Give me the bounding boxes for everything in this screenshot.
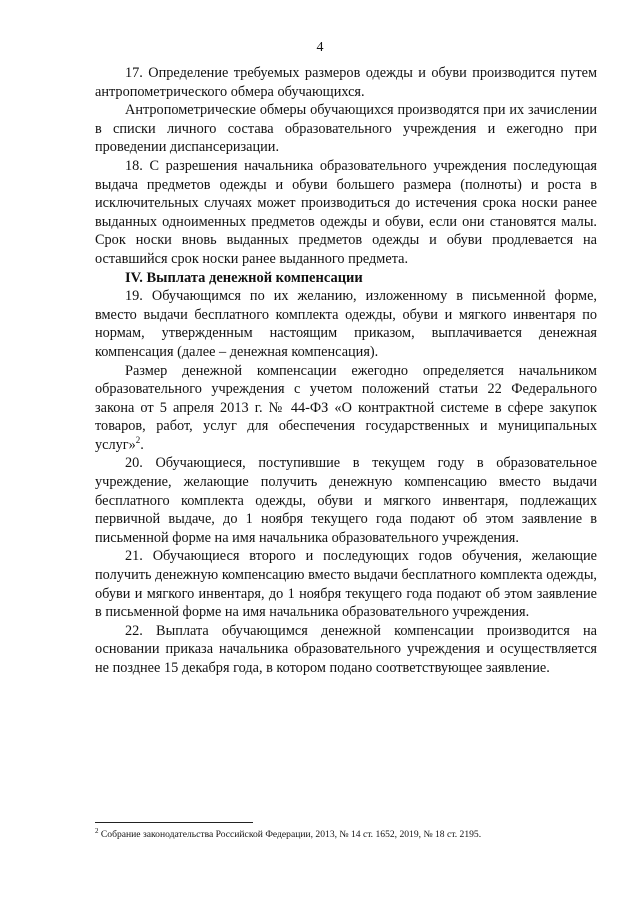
paragraph-21: 21. Обучающиеся второго и последующих годов обучения, желающие получить денежную компенсацию вместо выдачи бесплатного комплекта одежды, обуви и мягкого инвентаря, до 1 ноября текущего года подают об этом заявление в письменной форме на имя начальника образовательного учреждения. bbox=[95, 548, 597, 621]
paragraph-19: 19. Обучающимся по их желанию, изложенному в письменной форме, вместо выдачи бесплатного комплекта одежды, обуви и мягкого инвентаря по нормам, утвержденным настоящим приказом, выплачивается денежная компенсация (далее – денежная компенсация). bbox=[95, 288, 597, 360]
footnote bbox=[95, 826, 605, 841]
footnote-divider bbox=[95, 822, 253, 823]
page-number: 4 bbox=[316, 40, 324, 55]
section-heading: IV. Выплата денежной компенсации bbox=[125, 269, 363, 286]
document-body bbox=[95, 64, 597, 678]
paragraph-anthropometric: Антропометрические обмеры обучающихся производятся при их зачислении в списки личного состава образовательного учреждения и ежегодно при проведении диспансеризации. bbox=[95, 102, 597, 156]
paragraph-22: 22. Выплата обучающимся денежной компенсации производится на основании приказа начальника образовательного учреждения и осуществляется не позднее 15 декабря года, в котором подано соответствующее заявление. bbox=[95, 622, 597, 676]
paragraph-19-end: . bbox=[140, 436, 144, 453]
paragraph-20: 20. Обучающиеся, поступившие в текущем году в образовательное учреждение, желающие получить денежную компенсацию вместо выдачи бесплатного комплекта одежды, обуви и мягкого инвентаря, подлежащих первичной выдаче, до 1 ноября текущего года подают об этом заявление в письменной форме на имя начальника образовательного учреждения. bbox=[95, 455, 597, 546]
footnote-marker: 2 bbox=[95, 826, 99, 835]
footnote-text: Собрание законодательства Российской Федерации, 2013, № 14 ст. 1652, 2019, № 18 ст. 2195. bbox=[98, 829, 482, 840]
footnote-reference[interactable]: 2 bbox=[135, 435, 141, 446]
paragraph-19-text: Размер денежной компенсации ежегодно определяется начальником образовательного учреждения с учетом положений статьи 22 Федерального закона от 5 апреля 2013 г. № 44-ФЗ «О контрактной системе в сфере закупок товаров, работ, услуг для обеспечения государственных и муниципальных услуг» bbox=[95, 362, 597, 453]
paragraph-19-compensation-size bbox=[95, 362, 597, 455]
paragraph-18: 18. С разрешения начальника образовательного учреждения последующая выдача предметов одежды и обуви большего размера (полноты) и роста в исключительных случаях может производиться до истечения срока носки ранее выданных одноименных предметов одежды и обуви, если они становятся малы. Срок носки вновь выданных предметов одежды и обуви продлевается на оставшийся срок носки ранее выданного предмета. bbox=[95, 157, 597, 267]
paragraph-17: 17. Определение требуемых размеров одежды и обуви производится путем антропометрического обмера обучающихся. bbox=[95, 65, 597, 100]
